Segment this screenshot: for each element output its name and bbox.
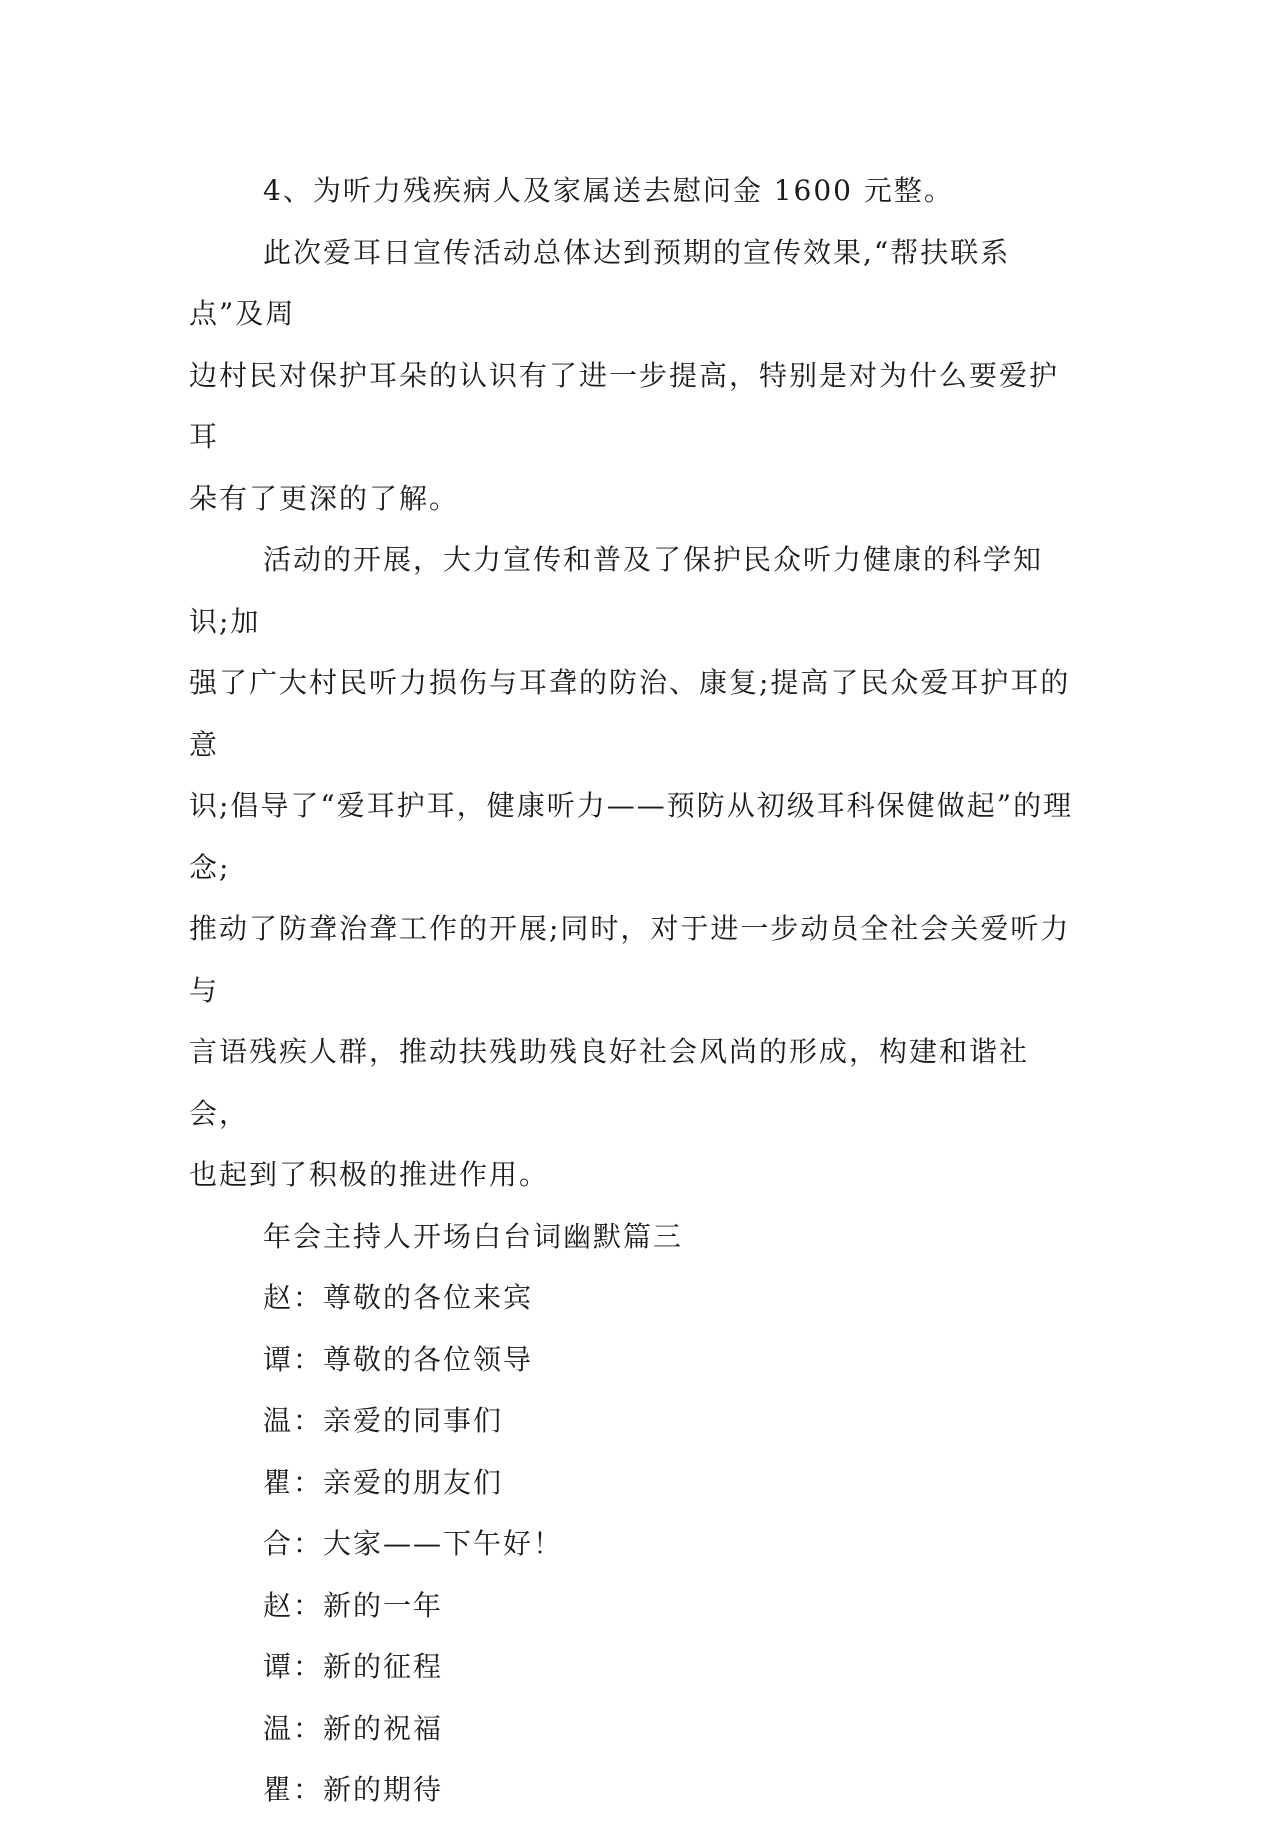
paragraph-line: 朵有了更深的了解。 [189,481,460,515]
paragraph-line: 边村民对保护耳朵的认识有了进一步提高，特别是对为什么要爱护耳 [189,358,1060,453]
dialogue-line: 谭：新的征程 [263,1650,444,1683]
paragraph-line: 活动的开展，大力宣传和普及了保护民众听力健康的科学知识;加 [189,543,1044,638]
paragraph-line: 此次爱耳日宣传活动总体达到预期的宣传效果,“帮扶联系点”及周 [189,235,1011,330]
paragraph-line: 言语残疾人群，推动扶残助残良好社会风尚的形成，构建和谐社会， [189,1035,1030,1130]
dialogue-line: 谭：尊敬的各位领导 [263,1342,534,1376]
dialogue-line: 赵：新的一年 [263,1588,444,1622]
paragraph-line: 识;倡导了“爱耳护耳，健康听力——预防从初级耳科保健做起”的理念; [189,789,1074,884]
dialogue-line: 瞿：亲爱的朋友们 [263,1465,504,1499]
dialogue-line: 温：亲爱的同事们 [263,1404,504,1437]
paragraph-line: 也起到了积极的推进作用。 [189,1158,550,1191]
document-body [189,160,1081,1821]
paragraph-line: 强了广大村民听力损伤与耳聋的防治、康复;提高了民众爱耳护耳的意 [189,666,1071,761]
paragraph-activity-impact [189,529,1081,1206]
dialogue-line: 瞿：新的期待 [263,1773,444,1806]
dialogue-line: 合：大家——下午好！ [263,1527,564,1560]
paragraph-campaign-effect [189,222,1081,530]
dialogue-line: 温：新的祝福 [263,1711,444,1745]
dialogue-line: 赵：尊敬的各位来宾 [263,1281,534,1314]
paragraph-condolence [189,160,1081,222]
paragraph-line: 推动了防聋治聋工作的开展;同时，对于进一步动员全社会关爱听力与 [189,912,1071,1007]
section-title: 年会主持人开场白台词幽默篇三 [263,1219,684,1253]
paragraph-line: 4、为听力残疾病人及家属送去慰问金 1600 元整。 [263,174,954,207]
